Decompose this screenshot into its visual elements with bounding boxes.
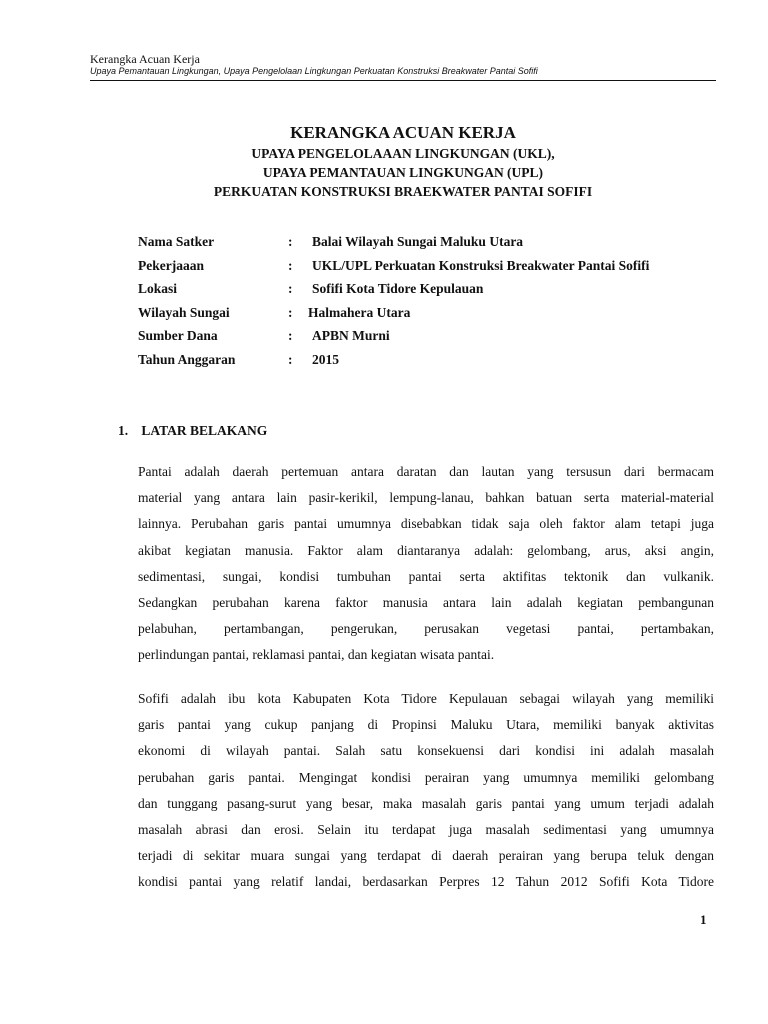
info-value: 2015 (312, 351, 339, 367)
info-colon: : (288, 304, 293, 320)
info-label: Wilayah Sungai (138, 304, 230, 320)
paragraph-line: terjadi di sekitar muara sungai yang terdapat di daerah perairan yang berupa teluk dengan (138, 848, 714, 864)
info-label: Tahun Anggaran (138, 351, 236, 367)
info-label: Lokasi (138, 281, 178, 296)
info-label: Pekerjaaan (138, 257, 204, 273)
document-subtitle-line-3: PERKUATAN KONSTRUKSI BRAEKWATER PANTAI SOFIFI (213, 184, 593, 199)
document-title: KERANGKA ACUAN KERJA (290, 123, 516, 142)
paragraph-latar-belakang-1 (138, 459, 714, 669)
paragraph-line: Sedangkan perubahan karena faktor manusia antara lain adalah kegiatan pembangunan (138, 595, 714, 611)
paragraph-line: sedimentasi, sungai, kondisi tumbuhan pantai serta aktifitas tektonik dan vulkanik. (138, 568, 714, 584)
info-colon: : (288, 328, 293, 343)
info-value: Balai Wilayah Sungai Maluku Utara (312, 234, 524, 249)
paragraph-line: Pantai adalah daerah pertemuan antara daratan dan lautan yang tersusun dari bermacam (138, 464, 714, 479)
section-title: LATAR BELAKANG (141, 423, 268, 438)
paragraph-line: dan tunggang pasang-surut yang besar, maka masalah garis pantai yang umum terjadi adalah (138, 795, 714, 811)
info-value: Halmahera Utara (308, 304, 411, 320)
section-heading (118, 423, 267, 439)
paragraph-line: kondisi pantai yang relatif landai, berdasarkan Perpres 12 Tahun 2012 Sofifi Kota Tidore (138, 874, 714, 890)
info-label: Nama Satker (138, 234, 215, 249)
info-value: APBN Murni (312, 328, 390, 343)
page-number: 1 (700, 912, 707, 927)
info-colon: : (288, 257, 293, 273)
header-divider (90, 80, 716, 81)
running-header-title: Kerangka Acuan Kerja (90, 52, 200, 66)
paragraph-line: akibat kegiatan manusia. Faktor alam diantaranya adalah: gelombang, arus, aksi angin, (138, 542, 714, 558)
paragraph-line: ekonomi di wilayah pantai. Salah satu konsekuensi dari kondisi ini adalah masalah (138, 743, 714, 759)
section-number: 1. (118, 423, 129, 438)
info-value: Sofifi Kota Tidore Kepulauan (312, 281, 484, 296)
paragraph-line: masalah abrasi dan erosi. Selain itu terdapat juga masalah sedimentasi yang umumnya (138, 822, 714, 838)
info-label: Sumber Dana (138, 328, 218, 343)
paragraph-line: Sofifi adalah ibu kota Kabupaten Kota Tidore Kepulauan sebagai wilayah yang memiliki (138, 691, 714, 706)
paragraph-line: perlindungan pantai, reklamasi pantai, dan kegiatan wisata pantai. (138, 647, 495, 663)
info-colon: : (288, 234, 293, 249)
info-colon: : (288, 281, 293, 296)
info-value: UKL/UPL Perkuatan Konstruksi Breakwater Pantai Sofifi (312, 257, 650, 273)
running-header-subtitle: Upaya Pemantauan Lingkungan, Upaya Pengelolaan Lingkungan Perkuatan Konstruksi Breakwater Pantai Sofifi (90, 66, 538, 76)
paragraph-line: perubahan garis pantai. Mengingat kondisi perairan yang umumnya memiliki gelombang (138, 769, 714, 785)
document-title-block (90, 122, 716, 201)
paragraph-line: pelabuhan, pertambangan, pengerukan, perusakan vegetasi pantai, pertambakan, (138, 621, 714, 637)
info-colon: : (288, 351, 293, 367)
paragraph-line: lainnya. Perubahan garis pantai umumnya disebabkan tidak saja oleh faktor alam tetapi juga (138, 516, 714, 532)
document-subtitle-line-2: UPAYA PEMANTAUAN LINGKUNGAN (UPL) (262, 165, 544, 180)
paragraph-line: material yang antara lain pasir-kerikil, lempung-lanau, bahkan batuan serta material-material (138, 490, 714, 506)
paragraph-latar-belakang-2 (138, 686, 714, 896)
document-subtitle-line-1: UPAYA PENGELOLAAAN LINGKUNGAN (UKL), (251, 146, 555, 161)
paragraph-line: garis pantai yang cukup panjang di Propinsi Maluku Utara, memiliki banyak aktivitas (138, 717, 714, 733)
